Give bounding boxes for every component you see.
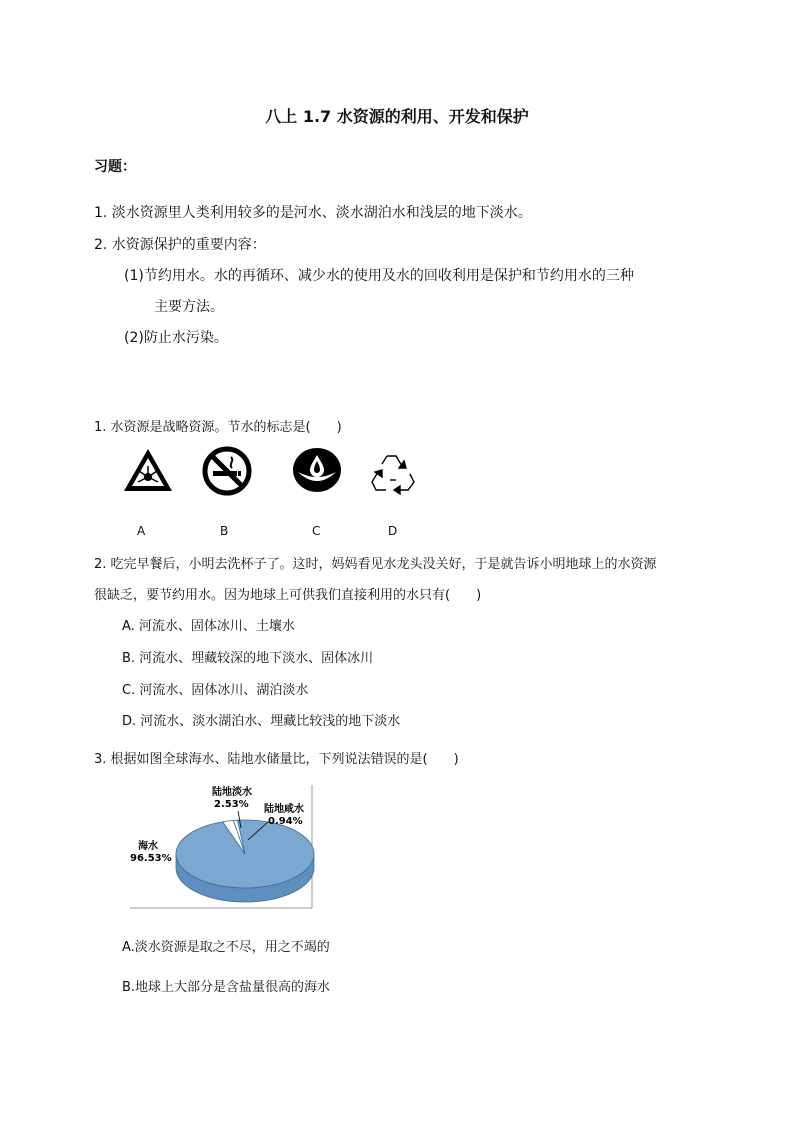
note-2-1-cont: 主要方法。: [154, 299, 224, 315]
note-2: 2. 水资源保护的重要内容：: [94, 237, 266, 253]
q1-option-a-label: A: [137, 524, 146, 538]
water-saving-icon: [292, 446, 342, 494]
recycle-icon: [370, 450, 416, 496]
note-2-1: (1)节约用水。水的再循环、减少水的使用及水的回收利用是保护和节约用水的三种: [124, 268, 634, 284]
sea-water-value: 96.53%: [130, 853, 172, 864]
fresh-land-water-value: 2.53%: [214, 799, 249, 810]
note-1: 1. 淡水资源里人类利用较多的是河水、淡水湖泊水和浅层的地下淡水。: [94, 205, 532, 221]
salt-land-water-value: 0.94%: [268, 816, 303, 827]
note-2-2: (2)防止水污染。: [124, 330, 228, 346]
q2-option-b: B. 河流水、埋藏较深的地下淡水、固体冰川: [122, 651, 374, 666]
q2-option-d: D. 河流水、淡水湖泊水、埋藏比较浅的地下淡水: [122, 714, 401, 729]
q1-option-c-label: C: [312, 524, 321, 538]
q1-option-d-label: D: [388, 524, 398, 538]
salt-land-water-label: 陆地咸水: [264, 804, 304, 815]
section-heading: 习题：: [94, 159, 136, 175]
explosive-warning-icon: [122, 446, 174, 494]
no-smoking-icon: [202, 446, 252, 496]
q3-option-a: A.淡水资源是取之不尽，用之不竭的: [122, 940, 330, 955]
q2-stem-line2: 很缺乏，要节约用水。因为地球上可供我们直接利用的水只有( ): [94, 588, 482, 603]
q2-option-c: C. 河流水、固体冰川、湖泊淡水: [122, 683, 309, 698]
q2-option-a: A. 河流水、固体冰川、土壤水: [122, 619, 295, 634]
fresh-land-water-label: 陆地淡水: [212, 787, 252, 798]
q2-stem-line1: 2. 吃完早餐后，小明去洗杯子了。这时，妈妈看见水龙头没关好，于是就告诉小明地球上的水资源: [94, 557, 657, 572]
q3-stem: 3. 根据如图全球海水、陆地水储量比，下列说法错误的是( ): [94, 752, 459, 767]
water-storage-pie-chart: [128, 780, 318, 912]
q1-option-b-label: B: [220, 524, 229, 538]
sea-water-label: 海水: [138, 841, 158, 852]
q3-option-b: B.地球上大部分是含盐量很高的海水: [122, 980, 331, 995]
page-title: 八上 1.7 水资源的利用、开发和保护: [265, 107, 529, 126]
q1-stem: 1. 水资源是战略资源。节水的标志是( ): [94, 420, 342, 435]
